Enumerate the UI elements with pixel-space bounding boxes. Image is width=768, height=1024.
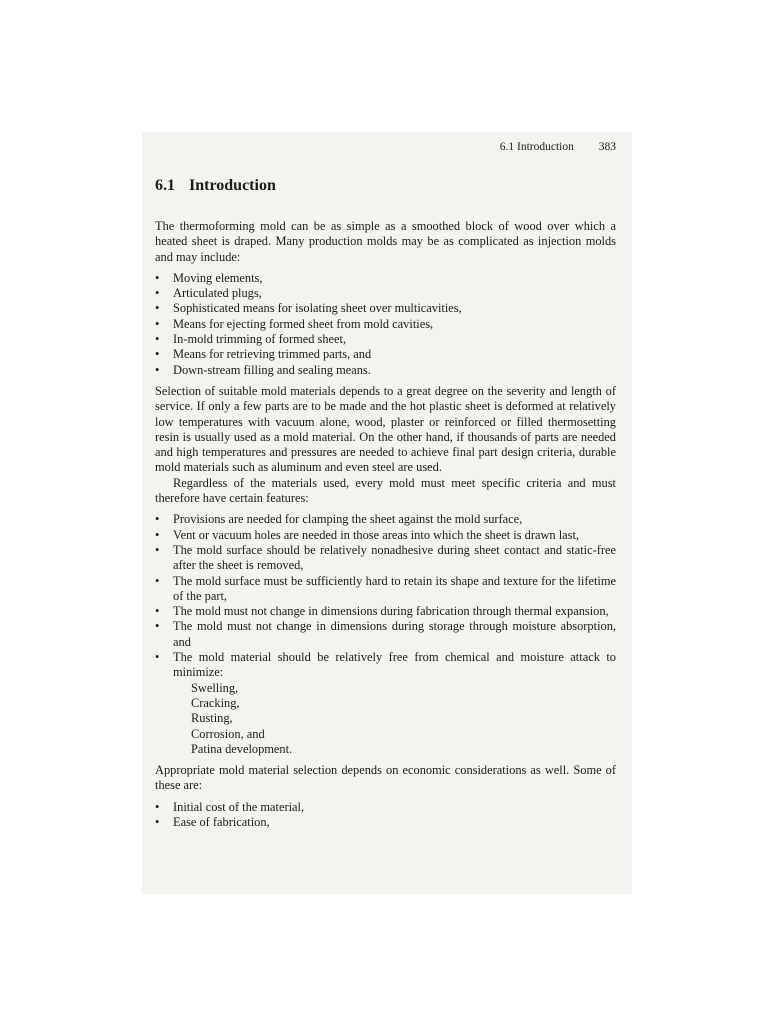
sub-list-item: Cracking, [191, 695, 240, 710]
intro-paragraph: The thermoforming mold can be as simple as a smoothed block of wood over which a heated sheet is draped. Many production molds may be as complicated as injection molds and may include: [155, 219, 616, 264]
list-item: • Provisions are needed for clamping the sheet against the mold surface, [155, 512, 616, 527]
list-item: • Ease of fabrication, [155, 815, 616, 830]
list-item: • In-mold trimming of formed sheet, [155, 332, 616, 347]
sub-list-item: Swelling, [191, 680, 239, 695]
list-item: • The mold must not change in dimensions during storage through moisture absorption, and [155, 619, 616, 650]
list-item: • The mold must not change in dimensions during fabrication through thermal expansion, [155, 604, 616, 619]
sub-list-item: Patina development. [191, 741, 293, 756]
list-item: • Initial cost of the material, [155, 800, 616, 815]
selection-paragraph: Selection of suitable mold materials depends to a great degree on the severity and length of service. If only a few parts are to be made and the hot plastic sheet is deformed at relatively low temperatures with vacuum alone, wood, plaster or reinforced or filled thermosetting resin is usually used as a mold material. On the other hand, if thousands of parts are needed and high temperatures and pressures are needed to achieve final part design criteria, durable mold materials such as aluminum and even steel are used. [155, 383, 616, 475]
page-content [155, 140, 616, 836]
list-item: • The mold surface should be relatively nonadhesive during sheet contact and static-free after the sheet is removed, [155, 543, 616, 574]
list-item: • Articulated plugs, [155, 286, 616, 301]
mold-features-list [155, 271, 616, 378]
mold-criteria-list [155, 512, 616, 757]
attack-effects-list [173, 681, 616, 757]
list-item [155, 650, 616, 757]
list-item: • Vent or vacuum holes are needed in those areas into which the sheet is drawn last, [155, 528, 616, 543]
list-item: • Moving elements, [155, 271, 616, 286]
list-item: • Down-stream filling and sealing means. [155, 363, 616, 378]
regardless-paragraph: Regardless of the materials used, every mold must meet specific criteria and must therefore have certain features: [155, 475, 616, 506]
list-item: • The mold surface must be sufficiently hard to retain its shape and texture for the lifetime of the part, [155, 574, 616, 605]
list-item: • Sophisticated means for isolating sheet over multicavities, [155, 301, 616, 316]
running-head [155, 140, 616, 156]
list-item: • Means for ejecting formed sheet from mold cavities, [155, 317, 616, 332]
sub-list-item: Rusting, [191, 711, 233, 726]
page-number: 383 [598, 141, 616, 153]
section-number: 6.1 [155, 177, 175, 194]
section-heading [155, 176, 616, 196]
section-title: Introduction [189, 177, 276, 194]
running-head-title: 6.1 Introduction [499, 141, 574, 153]
list-item: • Means for retrieving trimmed parts, and [155, 347, 616, 362]
sub-list-item: Corrosion, and [191, 726, 265, 741]
economic-paragraph: Appropriate mold material selection depends on economic considerations as well. Some of these are: [155, 763, 616, 793]
economic-list [155, 800, 616, 831]
list-item-text: The mold material should be relatively free from chemical and moisture attack to minimize: [173, 650, 616, 680]
